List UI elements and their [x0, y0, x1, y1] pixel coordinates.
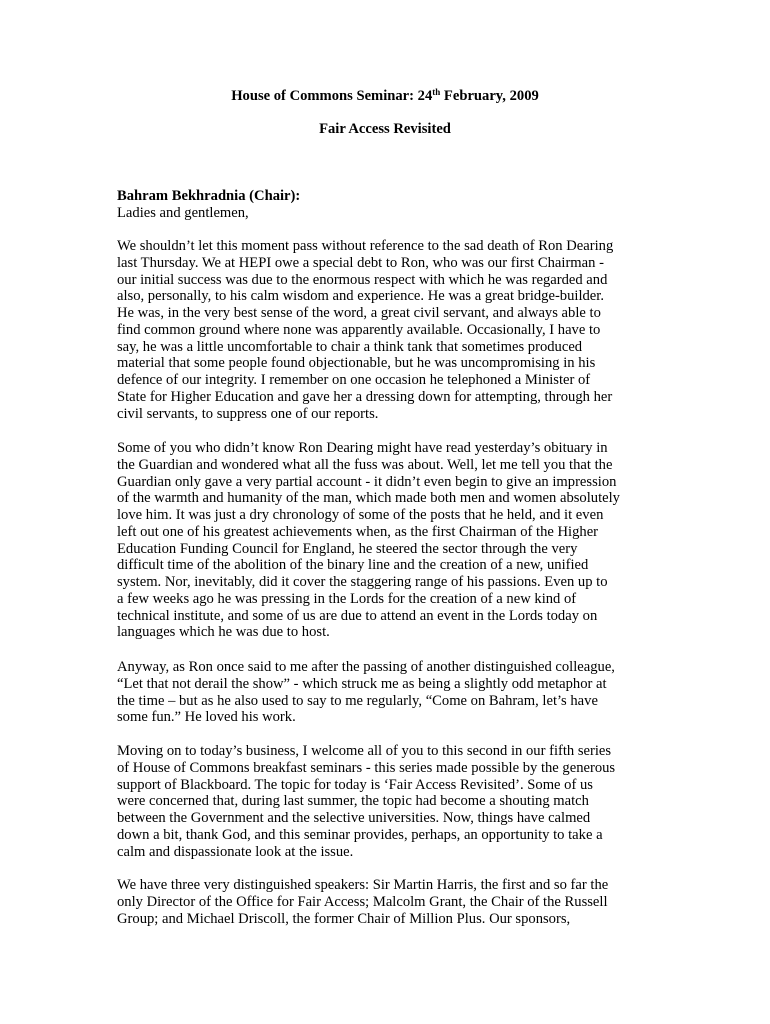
salutation: Ladies and gentlemen,	[117, 204, 249, 221]
paragraph-line: Anyway, as Ron once said to me after the passing of another distinguished colleague,	[117, 659, 615, 675]
paragraph-line: We have three very distinguished speakers: Sir Martin Harris, the first and so far the	[117, 877, 609, 893]
paragraph-line: some fun.” He loved his work.	[117, 709, 296, 726]
paragraph-line: of the warmth and humanity of the man, which made both men and women absolutely	[117, 490, 620, 507]
paragraph-line: defence of our integrity. I remember on one occasion he telephoned a Minister of	[117, 372, 591, 388]
paragraph	[117, 440, 677, 641]
paragraph-line: last Thursday. We at HEPI owe a special debt to Ron, who was our first Chairman -	[117, 254, 604, 271]
paragraph-line: also, personally, to his calm wisdom and experience. He was a great bridge-builder.	[117, 288, 604, 305]
paragraph-line: the time – but as he also used to say to me regularly, “Come on Bahram, let’s have	[117, 692, 598, 709]
paragraph-line: of House of Commons breakfast seminars - this series made possible by the generous	[117, 759, 616, 776]
paragraph	[117, 743, 677, 860]
paragraph-line: He was, in the very best sense of the word, a great civil servant, and always able to	[117, 305, 601, 321]
paragraph-line: a few weeks ago he was pressing in the Lords for the creation of a new kind of	[117, 590, 577, 607]
title-superscript: th	[432, 87, 441, 97]
paragraph-line: find common ground where none was apparently available. Occasionally, I have to	[117, 321, 601, 338]
paragraph-line: say, he was a little uncomfortable to chair a think tank that sometimes produced	[117, 338, 583, 355]
page-title	[0, 88, 770, 105]
speaker-block	[117, 188, 677, 222]
paragraph-line: our initial success was due to the enormous respect with which he was regarded and	[117, 271, 608, 288]
paragraph-line: technical institute, and some of us are due to attend an event in the Lords today on	[117, 607, 598, 624]
title-text: House of Commons Seminar: 24	[231, 88, 433, 104]
paragraph-line: difficult time of the abolition of the binary line and the creation of a new, unified	[117, 557, 589, 574]
paragraph-line: love him. It was just a dry chronology of some of the posts that he held, and it even	[117, 507, 604, 523]
paragraph-line: civil servants, to suppress one of our reports.	[117, 405, 379, 422]
paragraph-line: left out one of his greatest achievements when, as the first Chairman of the Higher	[117, 523, 599, 540]
paragraph	[117, 238, 677, 422]
paragraph-line: were concerned that, during last summer, the topic had become a shouting match	[117, 793, 589, 810]
paragraph-line: State for Higher Education and gave her a dressing down for attempting, through her	[117, 388, 613, 405]
paragraph-line: between the Government and the selective universities. Now, things have calmed	[117, 810, 591, 826]
paragraph	[117, 659, 677, 726]
paragraph-line: Education Funding Council for England, he steered the sector through the very	[117, 540, 578, 557]
paragraph-line: down a bit, thank God, and this seminar provides, perhaps, an opportunity to take a	[117, 826, 603, 843]
paragraph-line: material that some people found objectionable, but he was uncompromising in his	[117, 355, 596, 372]
paragraph-line: “Let that not derail the show” - which struck me as being a slightly odd metaphor at	[117, 675, 607, 692]
page-subtitle: Fair Access Revisited	[319, 121, 451, 137]
paragraph-line: Guardian only gave a very partial account - it didn’t even begin to give an impression	[117, 473, 617, 490]
title-text-end: February, 2009	[440, 88, 539, 104]
paragraph-line: support of Blackboard. The topic for today is ‘Fair Access Revisited’. Some of us	[117, 776, 593, 793]
paragraph-line: Some of you who didn’t know Ron Dearing might have read yesterday’s obituary in	[117, 440, 608, 456]
paragraph-line: calm and dispassionate look at the issue.	[117, 843, 354, 860]
paragraph-line: languages which he was due to host.	[117, 624, 330, 641]
paragraph-line: only Director of the Office for Fair Access; Malcolm Grant, the Chair of the Russell	[117, 893, 608, 910]
paragraph-line: the Guardian and wondered what all the fuss was about. Well, let me tell you that the	[117, 456, 613, 473]
paragraph-line: We shouldn’t let this moment pass without reference to the sad death of Ron Dearing	[117, 238, 614, 254]
speaker-name: Bahram Bekhradnia (Chair):	[117, 188, 301, 204]
paragraph-line: Group; and Michael Driscoll, the former Chair of Million Plus. Our sponsors,	[117, 910, 571, 927]
paragraph-line: Moving on to today’s business, I welcome all of you to this second in our fifth series	[117, 743, 612, 759]
paragraph	[117, 877, 677, 927]
paragraph-line: system. Nor, inevitably, did it cover the staggering range of his passions. Even up to	[117, 574, 608, 590]
